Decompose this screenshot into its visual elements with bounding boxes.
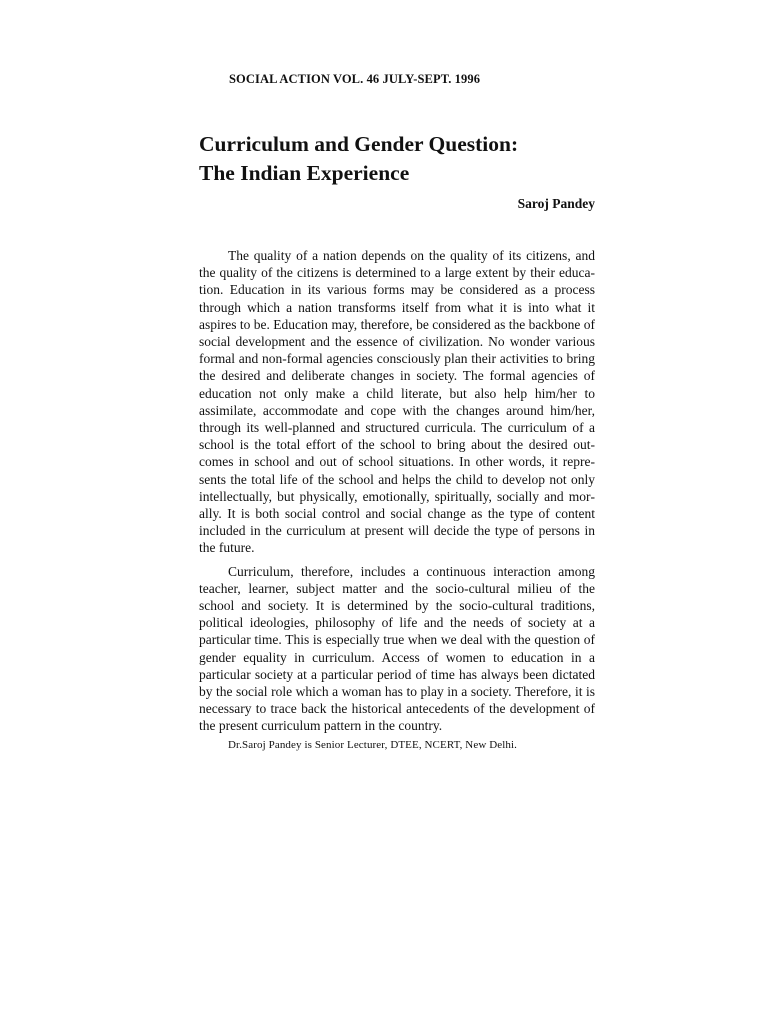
paragraph-2: Curriculum, therefore, includes a continuous interaction among teacher, learner, subject matter and the socio-cultural milieu of the school and society. It is determined by the socio-cultural traditions, political ideologies, philosophy of life and the needs of society at a particular time. This is especially true when we deal with the question of gender equality in curriculum. Access of women to education in a particular society at a particular period of time has always been dictated by the social role which a woman has to play in a society. Therefore, it is necessary to trace back the historical antecedents of the development of the present curriculum pattern in the country.: [199, 563, 595, 734]
article-body: [199, 247, 595, 741]
author-name: Saroj Pandey: [517, 196, 595, 211]
title-line-1: Curriculum and Gender Question:: [199, 132, 519, 156]
article-title: [199, 130, 599, 188]
author-footnote: Dr.Saroj Pandey is Senior Lecturer, DTEE, NCERT, New Delhi.: [228, 739, 518, 751]
title-line-2: The Indian Experience: [199, 161, 410, 185]
running-head: SOCIAL ACTION VOL. 46 JULY-SEPT. 1996: [229, 72, 481, 86]
paragraph-1: The quality of a nation depends on the quality of its citizens, and the quality of the citizens is determined to a large extent by their education. Education in its various forms may be considered as a process through which a nation transforms itself from what it is into what it aspires to be. Education may, therefore, be considered as the backbone of social development and the essence of civilization. No wonder various formal and non-formal agencies consciously plan their activities to bring the desired and deliberate changes in society. The formal agencies of education not only make a child literate, but also help him/her to assimilate, accommodate and cope with the changes around him/her, through its well-planned and structured curricula. The curriculum of a school is the total effort of the school to bring about the desired outcomes in school and out of school situations. In other words, it represents the total life of the school and helps the child to develop not only intellectually, but physically, emotionally, spiritually, socially and morally. It is both social control and social change as the type of content included in the curriculum at present will decide the type of persons in the future.: [199, 248, 595, 556]
